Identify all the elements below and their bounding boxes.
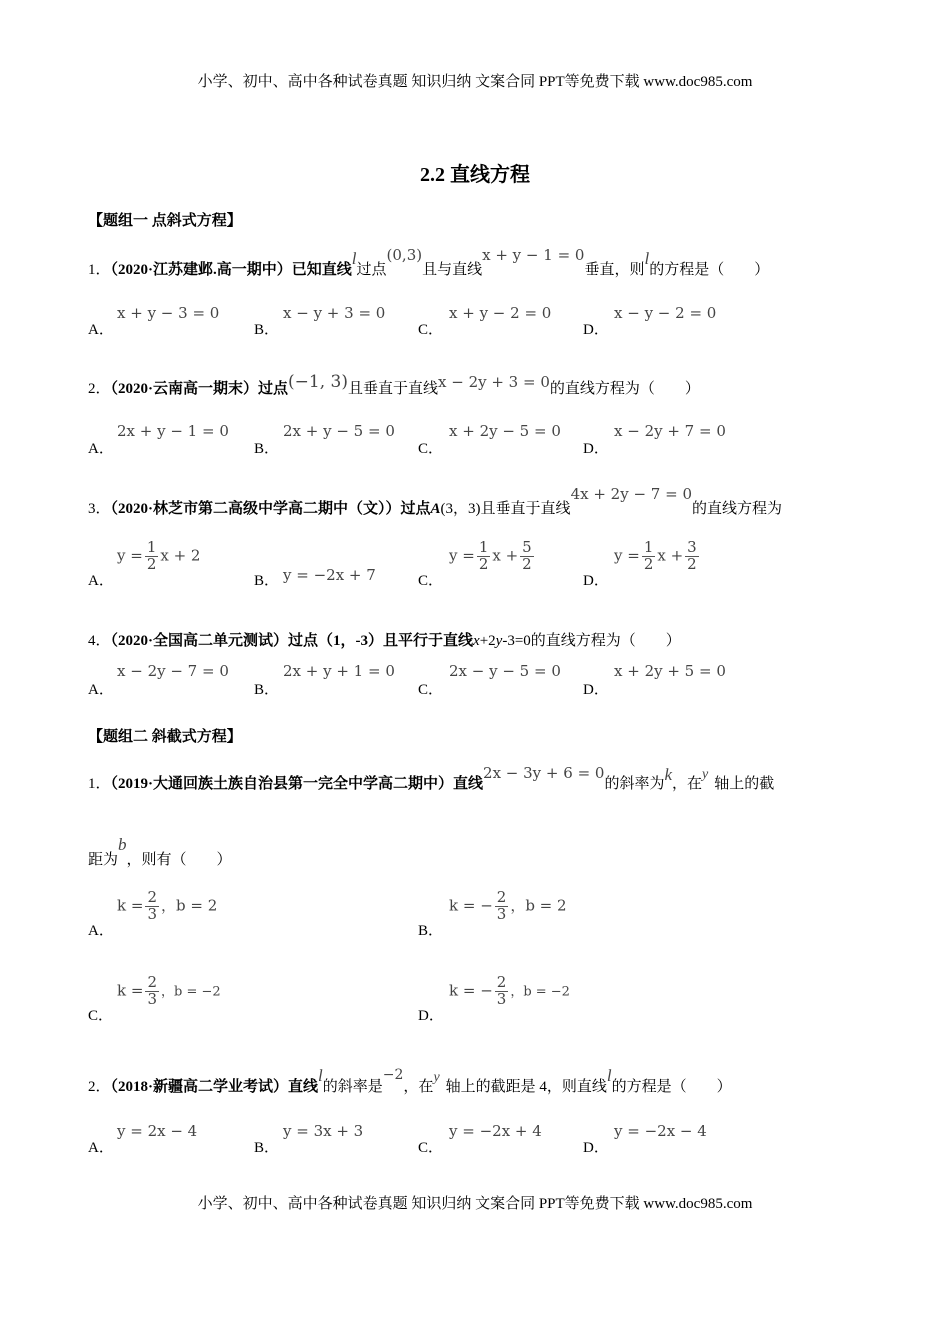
g2-q1-stem: 1．（2019·大通回族土族自治县第一完全中学高二期中）直线2x − 3y + 6 = 0的斜率为k，在y轴上的截 — [88, 764, 775, 792]
g2-q1-option-a: A． — [88, 923, 114, 939]
page-header: 小学、初中、高中各种试卷真题 知识归纳 文案合同 PPT等免费下载 www.doc985.com — [197, 74, 753, 90]
g1-q1-option-b: B． — [254, 322, 280, 338]
g1-q2-a-value: 2x + y − 1 = 0 — [117, 422, 229, 440]
g1-q4-option-a: A． — [88, 682, 114, 698]
page-footer: 小学、初中、高中各种试卷真题 知识归纳 文案合同 PPT等免费下载 www.doc985.com — [197, 1196, 753, 1212]
g1-q4-option-b: B． — [254, 682, 280, 698]
page-title: 2.2 直线方程 — [420, 164, 530, 186]
g1-q4-b-value: 2x + y + 1 = 0 — [283, 662, 395, 680]
g1-q1-c-value: x + y − 2 = 0 — [449, 304, 552, 322]
g2-q1-option-b: B． — [418, 923, 444, 939]
g1-q1-a-value: x + y − 3 = 0 — [117, 304, 220, 322]
g2-q1-a-value: k = $\frac{2}{3}$ ，b = 2 — [117, 888, 218, 923]
g1-q2-d-value: x − 2y + 7 = 0 — [614, 422, 726, 440]
g1-q2-c-value: x + 2y − 5 = 0 — [449, 422, 561, 440]
g1-q3-a-value: y = $\frac{1}{2}$ x + 2 — [117, 538, 201, 573]
g1-q2-option-a: A． — [88, 441, 114, 457]
g2-q1-d-value: k = − $\frac{2}{3}$ ，b = −2 — [449, 973, 570, 1008]
g1-q1-d-value: x − y − 2 = 0 — [614, 304, 717, 322]
g2-q2-a-value: y = 2x − 4 — [117, 1122, 198, 1140]
g2-q1-option-c: C． — [88, 1008, 114, 1024]
g1-q2-stem: 2．（2020·云南高一期末）过点(−1, 3)且垂直于直线x − 2y + 3 = 0的直线方程为（ ） — [88, 372, 700, 397]
g2-q1-stem-cont: 距为b，则有（ ） — [88, 835, 232, 868]
g2-q2-d-value: y = −2x − 4 — [614, 1122, 707, 1140]
g1-q3-option-a: A． — [88, 573, 114, 589]
g1-q4-stem: 4．（2020·全国高二单元测试）过点（1，-3）且平行于直线x+2y-3=0的直线方程为（ ） — [88, 633, 681, 649]
g1-q3-option-b: B． — [254, 573, 280, 589]
g1-q2-option-c: C． — [418, 441, 444, 457]
g1-q3-option-c: C． — [418, 573, 444, 589]
g1-q3-c-value: y = $\frac{1}{2}$ x + $\frac{5}{2}$ — [449, 538, 532, 573]
g1-q1-option-a: A． — [88, 322, 114, 338]
g1-q3-stem: 3．（2020·林芝市第二高级中学高二期中（文））过点A(3，3)且垂直于直线4x + 2y − 7 = 0的直线方程为 — [88, 485, 782, 517]
group1-heading: 【题组一 点斜式方程】 — [88, 213, 242, 229]
g1-q4-a-value: x − 2y − 7 = 0 — [117, 662, 229, 680]
g1-q1-option-d: D． — [583, 322, 609, 338]
group2-heading: 【题组二 斜截式方程】 — [88, 729, 242, 745]
g1-q4-d-value: x + 2y + 5 = 0 — [614, 662, 726, 680]
g2-q2-c-value: y = −2x + 4 — [449, 1122, 542, 1140]
g2-q2-option-b: B． — [254, 1140, 280, 1156]
g2-q1-b-value: k = − $\frac{2}{3}$ ，b = 2 — [449, 888, 567, 923]
g1-q4-option-c: C． — [418, 682, 444, 698]
g2-q2-option-d: D． — [583, 1140, 609, 1156]
g1-q3-d-value: y = $\frac{1}{2}$ x + $\frac{3}{2}$ — [614, 538, 697, 573]
g2-q1-c-value: k = $\frac{2}{3}$ ，b = −2 — [117, 973, 221, 1008]
g1-q3-option-d: D． — [583, 573, 609, 589]
g2-q2-stem: 2．（2018·新疆高二学业考试）直线l的斜率是−2，在y轴上的截距是 4，则直线l的方程是（ ） — [88, 1066, 732, 1095]
g2-q2-b-value: y = 3x + 3 — [283, 1122, 364, 1140]
g2-q1-option-d: D． — [418, 1008, 444, 1024]
g1-q2-b-value: 2x + y − 5 = 0 — [283, 422, 395, 440]
g1-q1-option-c: C． — [418, 322, 444, 338]
g1-q4-option-d: D． — [583, 682, 609, 698]
g1-q2-option-d: D． — [583, 441, 609, 457]
g1-q1-stem: 1．（2020·江苏建邺.高一期中）已知直线l过点(0,3)且与直线x + y − 1 = 0垂直，则l的方程是（ ） — [88, 246, 770, 278]
g1-q4-c-value: 2x − y − 5 = 0 — [449, 662, 561, 680]
g1-q3-b-value: y = −2x + 7 — [283, 566, 376, 584]
g2-q2-option-a: A． — [88, 1140, 114, 1156]
g2-q2-option-c: C． — [418, 1140, 444, 1156]
g1-q1-b-value: x − y + 3 = 0 — [283, 304, 386, 322]
g1-q2-option-b: B． — [254, 441, 280, 457]
